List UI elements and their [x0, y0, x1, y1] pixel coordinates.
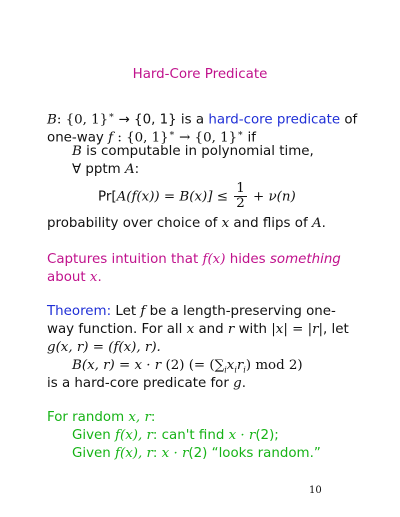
f-domain-text: : {0, 1}	[113, 130, 169, 146]
random-line-2	[72, 428, 279, 444]
prob-text-a: probability over choice of	[47, 216, 222, 231]
a-symbol: A	[311, 216, 322, 231]
theorem-text-a: Let	[111, 304, 141, 319]
with-text: with	[234, 322, 272, 337]
colon-text: :	[134, 162, 140, 177]
and-text: and	[194, 322, 228, 337]
page-number: 10	[309, 485, 322, 496]
x-symbol: x	[226, 358, 235, 373]
f-symbol: f	[108, 130, 114, 146]
x-index: i	[234, 365, 237, 375]
sum-symbol: ∑	[214, 358, 225, 373]
theorem-line-2	[47, 322, 349, 338]
intuition-line-2	[47, 270, 102, 286]
fxr-symbol: f(x), r	[115, 446, 153, 461]
condition-1	[72, 144, 314, 160]
r-symbol: r	[227, 322, 235, 337]
mod2-text: (2);	[255, 428, 279, 443]
b-symbol: B	[47, 112, 57, 128]
condition-2	[72, 162, 139, 178]
colon-text: :	[152, 446, 162, 461]
b-definition: B(x, r) = x · r	[72, 358, 162, 373]
star-sup: ∗	[108, 111, 115, 121]
theorem-text-b: be a length-preserving one-	[145, 304, 336, 319]
f-codomain-text: → {0, 1}	[174, 130, 238, 146]
given-text: Given	[72, 428, 116, 443]
colon-text: :	[150, 410, 156, 425]
pr-text: Pr[	[98, 189, 117, 205]
fraction-numerator: 1	[236, 181, 245, 196]
one-half-fraction	[234, 182, 247, 211]
x-symbol: x	[186, 322, 195, 337]
looks-random-text: (2) “looks random.”	[188, 446, 321, 461]
intuition-text-d: about	[47, 270, 90, 285]
theorem-text-d: is a hard-core predicate for	[47, 376, 234, 391]
something-emphasis: something	[269, 252, 341, 267]
period: .	[97, 270, 102, 285]
mod-text: (2) (= (	[161, 358, 215, 373]
random-line-3	[72, 446, 321, 462]
mod-text-end: ) mod 2)	[245, 358, 303, 373]
probability-note	[47, 216, 326, 232]
probability-formula	[98, 182, 296, 213]
formula-middle: A(f(x)) = B(x)] ≤	[116, 189, 228, 205]
x-dot-r: x · r	[228, 428, 256, 443]
theorem-line-5	[47, 376, 246, 392]
length-equality: |x| = |r|	[271, 322, 323, 337]
cant-find-text: : can't find	[152, 428, 229, 443]
theorem-line-1	[47, 304, 336, 320]
if-text: if	[243, 130, 256, 146]
domain-text: : {0, 1}	[56, 112, 109, 128]
hard-core-predicate-term: hard-core predicate	[208, 112, 341, 128]
oneway-text: one-way	[47, 130, 109, 146]
intuition-line-1	[47, 252, 341, 268]
theorem-line-3: g(x, r) = (f(x), r).	[47, 340, 161, 355]
x-dot-r: x · r	[161, 446, 189, 461]
intuition-text-a: Captures intuition that	[47, 252, 203, 267]
fraction-denominator: 2	[236, 196, 245, 211]
star-sup: ∗	[237, 129, 244, 139]
given-text: Given	[72, 446, 116, 461]
theorem-text-c: way function. For all	[47, 322, 187, 337]
period: .	[321, 216, 326, 231]
g-symbol: g	[233, 376, 242, 391]
intuition-text-b: hides	[225, 252, 270, 267]
f-symbol: f	[140, 304, 146, 319]
formula-right: + ν(n)	[253, 189, 296, 205]
page-title: Hard-Core Predicate	[132, 67, 268, 82]
arrow-text: → {0, 1} is a	[114, 112, 209, 128]
a-symbol: A	[124, 162, 135, 177]
x-symbol: x	[221, 216, 230, 231]
forall-pptm-text: ∀ pptm	[72, 162, 125, 177]
of-text: of	[340, 112, 358, 128]
star-sup: ∗	[168, 129, 175, 139]
random-text-a: For random	[47, 410, 129, 425]
x-symbol: x	[89, 270, 98, 285]
fx-symbol: f(x)	[202, 252, 226, 267]
xr-symbol: x, r	[128, 410, 151, 425]
fxr-symbol: f(x), r	[115, 428, 153, 443]
condition-1-text: is computable in polynomial time,	[81, 144, 314, 159]
b-symbol: B	[72, 144, 82, 159]
random-line-1	[47, 410, 155, 426]
r-symbol: r	[236, 358, 244, 373]
r-index: i	[243, 365, 246, 375]
period: .	[241, 376, 246, 391]
let-text: , let	[323, 322, 349, 337]
sum-index: i	[224, 365, 227, 375]
theorem-label: Theorem:	[47, 304, 112, 319]
prob-text-b: and flips of	[229, 216, 312, 231]
